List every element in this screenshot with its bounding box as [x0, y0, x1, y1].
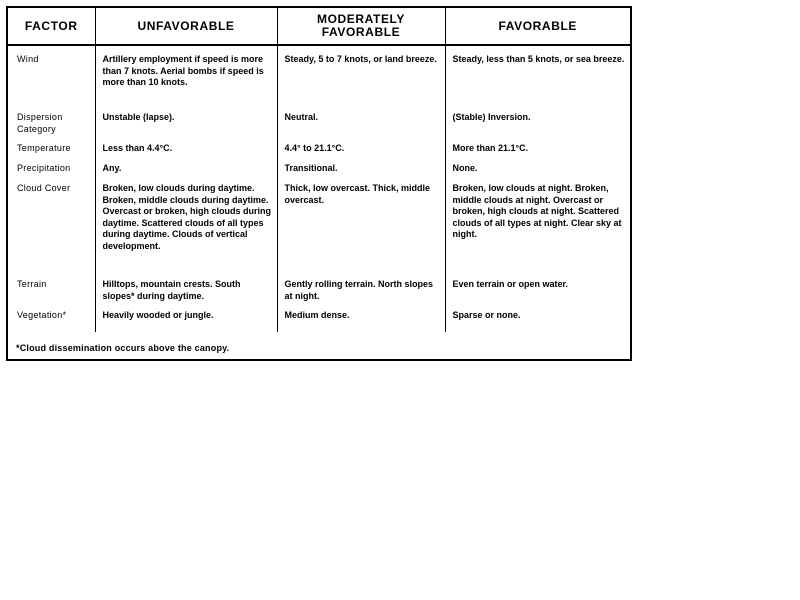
table-row — [8, 279, 630, 310]
moderate-cell: Medium dense. — [277, 310, 445, 332]
favorable-cell: Even terrain or open water. — [452, 279, 569, 289]
header-moderate-line2: FAVORABLE — [321, 25, 401, 39]
favorable-cell: More than 21.1°C. — [452, 143, 529, 153]
table-row — [8, 112, 630, 143]
footnote: *Cloud dissemination occurs above the canopy. — [16, 343, 230, 353]
unfavorable-cell: Artillery employment if speed is more than 7 knots. Aerial bombs if speed is more than 10 knots. — [95, 45, 277, 112]
header-row — [8, 8, 630, 45]
moderate-cell: Gently rolling terrain. North slopes at night. — [277, 279, 445, 310]
factor-cell: Precipitation — [8, 163, 95, 183]
unfavorable-cell: Less than 4.4°C. — [95, 143, 277, 163]
favorable-cell: (Stable) Inversion. — [452, 112, 531, 122]
table-row — [8, 143, 630, 163]
header-favorable: FAVORABLE — [445, 8, 630, 45]
factor-cell: Dispersion Category — [8, 112, 95, 143]
moderate-cell: Transitional. — [277, 163, 445, 183]
unfavorable-cell: Heavily wooded or jungle. — [95, 310, 277, 332]
header-unfavorable: UNFAVORABLE — [95, 8, 277, 45]
table-row — [8, 183, 630, 279]
header-moderate-line1: MODERATELY — [316, 12, 405, 26]
table-row — [8, 163, 630, 183]
factor-cell: Cloud Cover — [8, 183, 95, 279]
unfavorable-cell: Any. — [95, 163, 277, 183]
table-row — [8, 310, 630, 332]
favorable-cell: None. — [452, 163, 478, 173]
header-factor: FACTOR — [8, 8, 95, 45]
moderate-cell: Thick, low overcast. Thick, middle overcast. — [277, 183, 445, 279]
factor-cell: Wind — [8, 45, 95, 112]
unfavorable-cell: Hilltops, mountain crests. South slopes* during daytime. — [95, 279, 277, 310]
factors-table — [6, 6, 632, 361]
table-row — [8, 45, 630, 112]
factor-cell: Vegetation* — [8, 310, 95, 332]
factor-cell: Temperature — [8, 143, 95, 163]
factor-cell: Terrain — [8, 279, 95, 310]
header-moderately-favorable — [277, 8, 445, 45]
unfavorable-cell: Broken, low clouds during daytime. Broken, middle clouds during daytime. Overcast or broken, high clouds during daytime. Scattered clouds of all types during daytime. Clouds of vertical development. — [95, 183, 277, 279]
favorable-cell: Broken, low clouds at night. Broken, middle clouds at night. Overcast or broken, high clouds at night. Scattered clouds of all types at night. Clear sky at night. — [452, 183, 622, 239]
favorable-cell: Sparse or none. — [452, 310, 521, 320]
moderate-cell: Neutral. — [277, 112, 445, 143]
moderate-cell: 4.4° to 21.1°C. — [277, 143, 445, 163]
unfavorable-cell: Unstable (lapse). — [95, 112, 277, 143]
moderate-cell: Steady, 5 to 7 knots, or land breeze. — [277, 45, 445, 112]
factors-grid — [8, 8, 630, 332]
favorable-cell: Steady, less than 5 knots, or sea breeze. — [452, 54, 625, 64]
